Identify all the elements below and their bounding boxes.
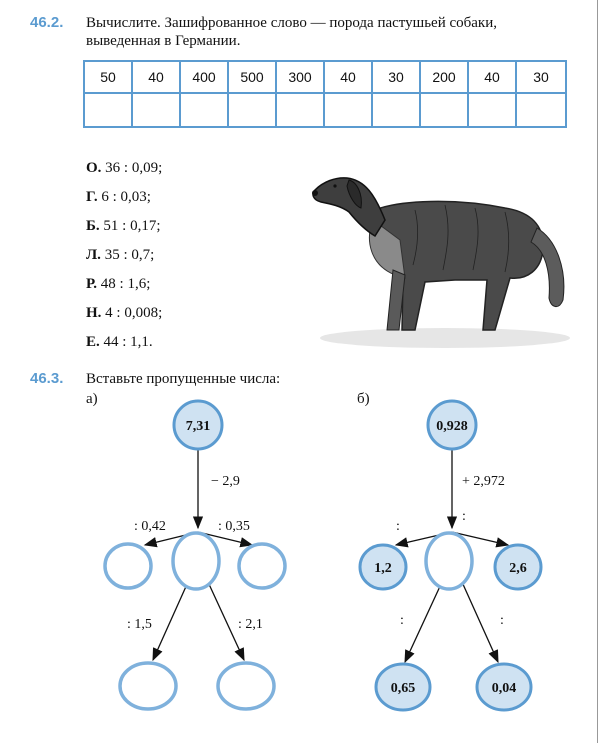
part-b-label: б) [357, 391, 370, 407]
example-expression: 44 : 1,1. [103, 334, 153, 350]
empty-answer-node[interactable] [426, 533, 472, 589]
cipher-value: 30 [517, 62, 565, 94]
task-number-46-2: 46.2. [30, 14, 64, 31]
example-letter: Н. [86, 305, 102, 321]
cipher-value: 30 [373, 62, 421, 94]
example-letter: Е. [86, 334, 100, 350]
cipher-value: 300 [277, 62, 325, 94]
operation-label: : 1,5 [127, 617, 152, 632]
operation-label: : 0,42 [134, 519, 166, 534]
example-expression: 6 : 0,03; [101, 189, 151, 205]
node-value: 0,928 [436, 419, 468, 434]
operation-label: : [462, 509, 466, 524]
example-expression: 35 : 0,7; [104, 247, 155, 263]
example-letter: Л. [86, 247, 101, 263]
operation-label: − 2,9 [211, 474, 240, 489]
operation-label: : [400, 613, 404, 628]
operation-label: : [500, 613, 504, 628]
cipher-value: 40 [469, 62, 517, 94]
empty-answer-node[interactable] [239, 544, 285, 588]
cipher-value: 50 [85, 62, 133, 94]
operation-label: + 2,972 [462, 474, 505, 489]
example-expression: 4 : 0,008; [105, 305, 163, 321]
empty-answer-node[interactable] [173, 533, 219, 589]
cipher-value: 40 [325, 62, 373, 94]
arrow [462, 582, 498, 662]
task-46-2-text-line1: Вычислите. Зашифрованное слово — порода пастушьей собаки, [86, 15, 497, 31]
operation-label: : 2,1 [238, 617, 263, 632]
task-number-46-3: 46.3. [30, 370, 64, 387]
empty-answer-node[interactable] [218, 663, 274, 709]
node-value: 2,6 [509, 561, 527, 576]
arrow [405, 582, 442, 662]
tree-a [105, 401, 285, 709]
node-value: 1,2 [374, 561, 392, 576]
arrow [153, 582, 188, 660]
example-letter: Б. [86, 218, 100, 234]
example-letter: Г. [86, 189, 98, 205]
node-value: 7,31 [185, 419, 211, 434]
example-expression: 48 : 1,6; [100, 276, 151, 292]
operation-label: : 0,35 [218, 519, 250, 534]
example-letter: Р. [86, 276, 98, 292]
task-46-3-title: Вставьте пропущенные числа: [86, 371, 281, 387]
task-46-2-text-line2: выведенная в Германии. [86, 33, 241, 49]
operation-label: : [396, 519, 400, 534]
node-value: 0,04 [491, 681, 517, 696]
cipher-value: 500 [229, 62, 277, 94]
tree-b [360, 401, 541, 710]
example-expression: 36 : 0,09; [105, 160, 163, 176]
node-value: 0,65 [390, 681, 416, 696]
empty-answer-node[interactable] [120, 663, 176, 709]
cipher-value: 200 [421, 62, 469, 94]
empty-answer-node[interactable] [105, 544, 151, 588]
cipher-value: 40 [133, 62, 181, 94]
part-a-label: а) [86, 391, 98, 407]
example-expression: 51 : 0,17; [103, 218, 161, 234]
example-letter: О. [86, 160, 102, 176]
cipher-value: 400 [181, 62, 229, 94]
